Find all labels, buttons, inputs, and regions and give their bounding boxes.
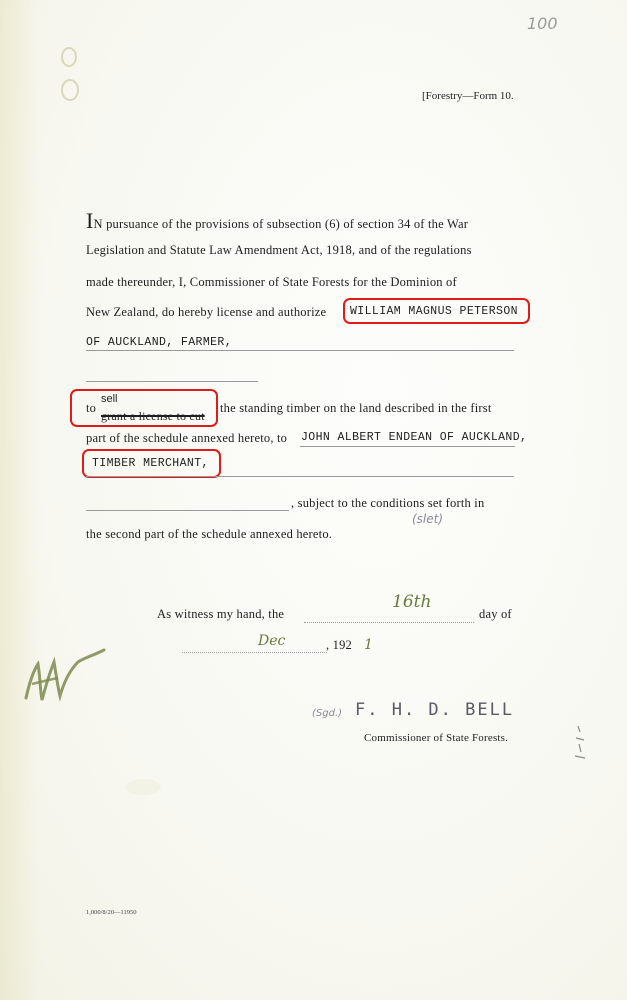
- body-line-3: made thereunder, I, Commissioner of State Forests for the Dominion of: [86, 275, 457, 289]
- month-fill-line: [182, 652, 327, 653]
- handwritten-initials: [18, 640, 113, 715]
- paper-stain: [0, 0, 40, 1000]
- fill-line-5: [86, 510, 289, 511]
- highlight-box-grantee: [82, 449, 221, 478]
- grantee-detail: TIMBER MERCHANT,: [92, 457, 209, 470]
- form-label: [Forestry—Form 10.: [422, 90, 514, 102]
- fill-line-4: [86, 476, 514, 477]
- fill-line-3: [300, 446, 515, 447]
- body-line-4: New Zealand, do hereby license and authorize: [86, 305, 327, 319]
- body-line-after-strike: the standing timber on the land described in the first: [220, 401, 492, 415]
- print-code: 1,000/8/20—11950: [86, 909, 137, 916]
- smudge-mark: [118, 772, 168, 802]
- signature-prefix: (Sgd.): [312, 708, 343, 719]
- highlight-box-sell: [70, 389, 218, 427]
- witness-month: Dec: [258, 633, 286, 649]
- witness-year-prefix: , 192: [326, 638, 352, 652]
- witness-day: 16th: [392, 592, 432, 612]
- body-line-schedule: part of the schedule annexed hereto, to: [86, 431, 288, 445]
- grantee-name: JOHN ALBERT ENDEAN OF AUCKLAND,: [301, 431, 528, 444]
- witness-year-digit: 1: [364, 637, 373, 653]
- body-line-1-text: N pursuance of the provisions of subsection (6) of section 34 of the War: [93, 217, 469, 231]
- licensee-name: WILLIAM MAGNUS PETERSON: [350, 305, 518, 318]
- witness-prefix: As witness my hand, the: [157, 607, 285, 621]
- dropcap-letter: I: [86, 208, 94, 233]
- fill-line-1: [86, 350, 514, 351]
- second-part-line: the second part of the schedule annexed hereto.: [86, 527, 333, 541]
- signature-stamp: F. H. D. BELL: [355, 700, 515, 720]
- conditions-note: (slet): [412, 512, 444, 526]
- faint-stamp-mark: [55, 45, 95, 105]
- inserted-word: sell: [101, 393, 118, 405]
- page-number-mark: 100: [527, 14, 558, 33]
- to-word: to: [86, 401, 97, 415]
- struck-text: grant a license to cut: [101, 409, 205, 423]
- licensee-detail: OF AUCKLAND, FARMER,: [86, 336, 233, 349]
- body-line-1: [86, 210, 468, 232]
- day-fill-line: [304, 622, 474, 623]
- body-line-2: Legislation and Statute Law Amendment Act, 1918, and of the regulations: [86, 243, 472, 257]
- witness-day-suffix: day of: [479, 607, 512, 621]
- margin-pencil-mark: [570, 722, 592, 762]
- signature-title: Commissioner of State Forests.: [364, 732, 509, 744]
- conditions-line: , subject to the conditions set forth in: [291, 496, 485, 510]
- highlight-box-licensee: [343, 298, 530, 324]
- fill-line-2: [86, 381, 258, 382]
